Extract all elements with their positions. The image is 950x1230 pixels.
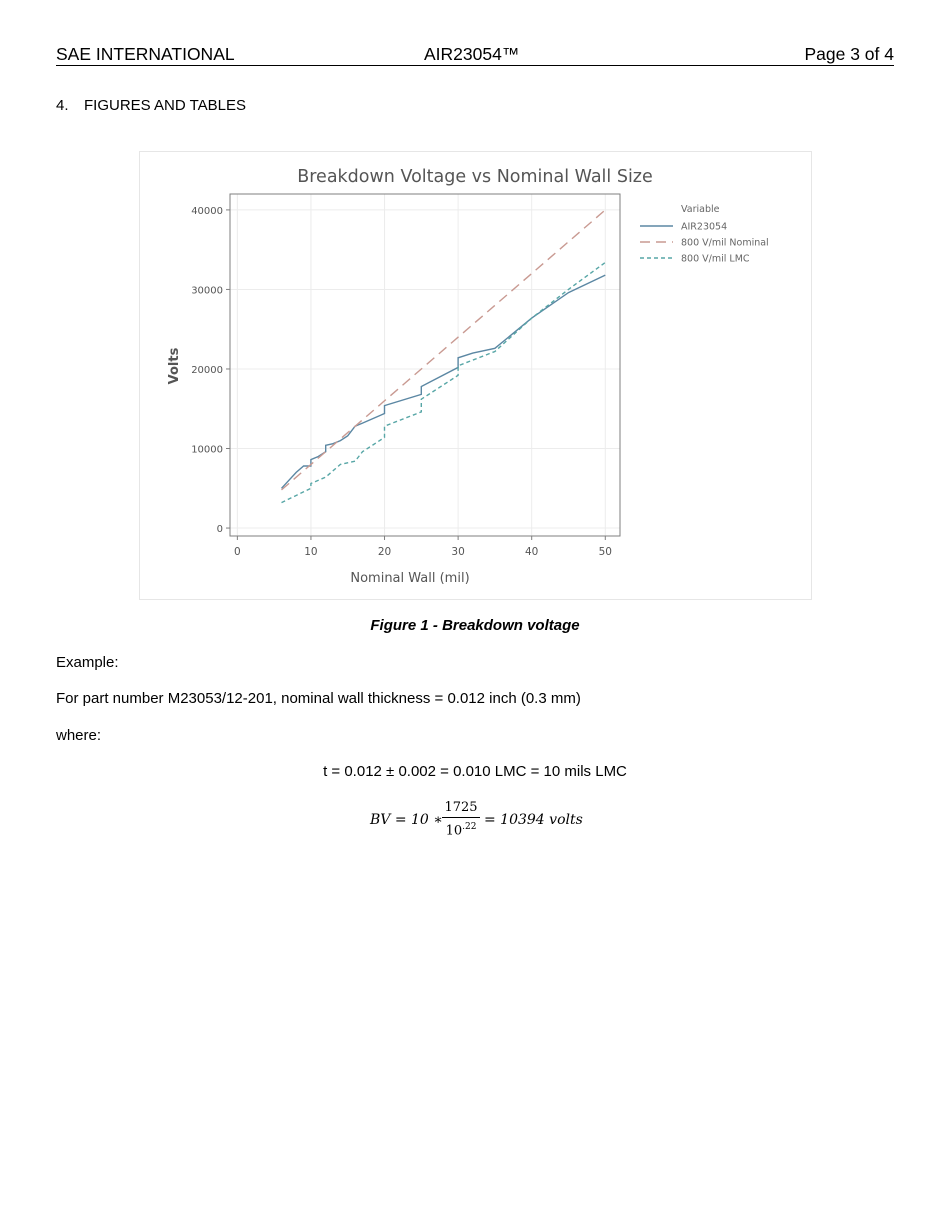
part-number-line: For part number M23053/12-201, nominal wall thickness = 0.012 inch (0.3 mm) — [56, 690, 581, 707]
x-tick-label: 40 — [525, 546, 539, 558]
series-line-air23054 — [282, 275, 606, 488]
x-tick-label: 30 — [451, 546, 465, 558]
x-tick-label: 0 — [234, 546, 241, 558]
figure-1 — [139, 151, 812, 600]
legend-label: AIR23054 — [681, 221, 728, 233]
formula-den-exponent: .22 — [462, 822, 477, 832]
header-page-number: Page 3 of 4 — [804, 44, 894, 64]
x-tick-label: 10 — [304, 546, 318, 558]
y-tick-label: 10000 — [191, 444, 223, 456]
formula-den-base: 10 — [445, 823, 463, 839]
thickness-equation: t = 0.012 ± 0.002 = 0.010 LMC = 10 mils LMC — [323, 763, 627, 780]
formula-rhs: = 10394 volts — [484, 812, 583, 828]
section-number: 4. — [56, 97, 69, 114]
where-label: where: — [56, 727, 102, 744]
section-title: FIGURES AND TABLES — [84, 97, 246, 114]
x-tick-label: 20 — [377, 546, 392, 558]
x-tick-label: 50 — [598, 546, 612, 558]
header-org: SAE INTERNATIONAL — [56, 44, 235, 64]
y-tick-label: 40000 — [191, 205, 223, 217]
formula-lhs: BV = 10 ∗ — [370, 812, 443, 828]
y-tick-label: 0 — [216, 524, 223, 536]
chart-y-axis-label: Volts — [167, 347, 182, 385]
formula-numerator: 1725 — [442, 800, 480, 818]
y-tick-label: 30000 — [191, 285, 223, 297]
page-header — [56, 44, 894, 66]
legend-label: 800 V/mil LMC — [681, 253, 750, 265]
example-label: Example: — [56, 654, 119, 671]
section-heading — [56, 97, 246, 114]
formula-fraction — [442, 800, 480, 840]
chart-x-axis-label: Nominal Wall (mil) — [350, 571, 470, 586]
series-line-800-v-mil-lmc — [282, 262, 606, 502]
breakdown-voltage-chart — [140, 152, 811, 599]
formula-denominator — [442, 818, 480, 840]
figure-caption: Figure 1 - Breakdown voltage — [370, 617, 580, 634]
series-line-800-v-mil-nominal — [282, 210, 606, 490]
legend-title: Variable — [681, 204, 720, 215]
y-tick-label: 20000 — [191, 364, 223, 376]
header-doc-id: AIR23054™ — [424, 44, 520, 64]
chart-title: Breakdown Voltage vs Nominal Wall Size — [297, 167, 653, 187]
legend-label: 800 V/mil Nominal — [681, 237, 769, 249]
